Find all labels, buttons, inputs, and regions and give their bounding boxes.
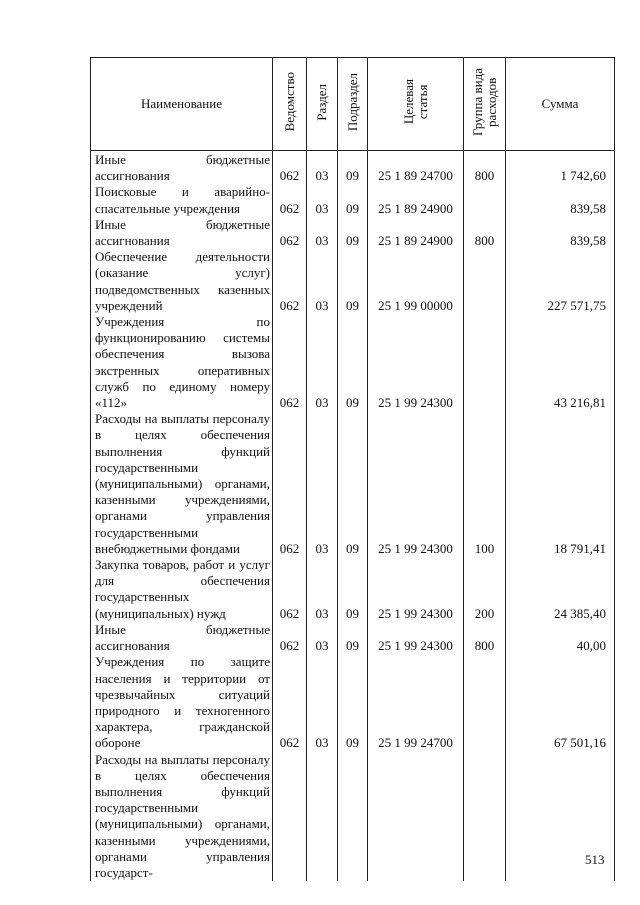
row-gruppa [464, 654, 506, 751]
row-vedomstvo: 062 [273, 622, 307, 654]
row-razdel: 03 [307, 184, 338, 216]
table-row [91, 622, 615, 654]
row-vedomstvo: 062 [273, 411, 307, 557]
header-gruppa-label: Группа вида расходов [469, 67, 499, 136]
table-body [91, 151, 615, 882]
row-summa: 40,00 [506, 622, 615, 654]
row-summa: 227 571,75 [506, 249, 615, 314]
header-podrazdel-label: Подраздел [344, 72, 360, 131]
row-vedomstvo: 062 [273, 314, 307, 411]
table-row [91, 411, 615, 557]
row-podrazdel: 09 [338, 249, 368, 314]
row-celevaya [368, 752, 464, 882]
row-razdel: 03 [307, 217, 338, 249]
row-summa: 1 742,60 [506, 151, 615, 185]
row-razdel: 03 [307, 411, 338, 557]
header-summa: Сумма [506, 58, 615, 151]
page-number: 513 [585, 852, 605, 867]
table-row [91, 217, 615, 249]
row-name: Расходы на выплаты персоналу в целях обеспечения выполнения функций государственными (муниципальными) органами, казенными учреждениями, органами управления государст- [91, 752, 273, 882]
row-name: Учреждения по функционированию системы обеспечения вызова экстренных оперативных служб по единому номеру «112» [91, 314, 273, 411]
table-header-row [91, 58, 615, 151]
row-celevaya: 25 1 99 24300 [368, 411, 464, 557]
row-gruppa [464, 314, 506, 411]
row-name: Иные бюджетные ассигнования [91, 151, 273, 185]
row-podrazdel: 09 [338, 654, 368, 751]
row-name: Учреждения по защите населения и территории от чрезвычайных ситуаций природного и техногенного характера, гражданской обороне [91, 654, 273, 751]
row-gruppa [464, 752, 506, 882]
row-podrazdel: 09 [338, 557, 368, 622]
row-razdel: 03 [307, 151, 338, 185]
table-row [91, 557, 615, 622]
header-gruppa [464, 58, 506, 151]
row-razdel: 03 [307, 557, 338, 622]
row-razdel: 03 [307, 249, 338, 314]
row-gruppa: 200 [464, 557, 506, 622]
budget-table [90, 57, 615, 881]
row-summa: 18 791,41 [506, 411, 615, 557]
row-name: Обеспечение деятельности (оказание услуг) подведомственных казенных учреждений [91, 249, 273, 314]
row-vedomstvo: 062 [273, 151, 307, 185]
row-podrazdel [338, 752, 368, 882]
row-celevaya: 25 1 99 24300 [368, 314, 464, 411]
header-vedomstvo [273, 58, 307, 151]
row-gruppa: 800 [464, 622, 506, 654]
row-name: Расходы на выплаты персоналу в целях обеспечения выполнения функций государственными (муниципальными) органами, казенными учреждениями, органами управления государственными внебюджетными фондами [91, 411, 273, 557]
row-name: Закупка товаров, работ и услуг для обеспечения государственных (муниципальных) нужд [91, 557, 273, 622]
row-vedomstvo: 062 [273, 217, 307, 249]
header-name: Наименование [91, 58, 273, 151]
row-summa: 24 385,40 [506, 557, 615, 622]
row-podrazdel: 09 [338, 217, 368, 249]
row-summa: 839,58 [506, 184, 615, 216]
row-summa: 839,58 [506, 217, 615, 249]
table-row [91, 314, 615, 411]
row-vedomstvo: 062 [273, 184, 307, 216]
row-name: Поисковые и аварийно-спасательные учреждения [91, 184, 273, 216]
header-razdel [307, 58, 338, 151]
row-podrazdel: 09 [338, 314, 368, 411]
row-name: Иные бюджетные ассигнования [91, 217, 273, 249]
row-celevaya: 25 1 99 24300 [368, 557, 464, 622]
row-celevaya: 25 1 99 00000 [368, 249, 464, 314]
row-razdel: 03 [307, 622, 338, 654]
table-row [91, 654, 615, 751]
row-celevaya: 25 1 89 24900 [368, 217, 464, 249]
header-razdel-label: Раздел [314, 83, 329, 121]
row-summa: 43 216,81 [506, 314, 615, 411]
row-vedomstvo: 062 [273, 557, 307, 622]
row-podrazdel: 09 [338, 411, 368, 557]
row-celevaya: 25 1 99 24700 [368, 654, 464, 751]
row-summa: 67 501,16 [506, 654, 615, 751]
table-row [91, 752, 615, 882]
row-gruppa: 100 [464, 411, 506, 557]
row-name: Иные бюджетные ассигнования [91, 622, 273, 654]
table-row [91, 151, 615, 185]
row-razdel: 03 [307, 314, 338, 411]
table-row [91, 184, 615, 216]
row-celevaya: 25 1 99 24300 [368, 622, 464, 654]
row-vedomstvo: 062 [273, 249, 307, 314]
header-celevaya-label: Целевая статья [400, 79, 430, 125]
row-gruppa: 800 [464, 217, 506, 249]
row-gruppa [464, 249, 506, 314]
row-vedomstvo [273, 752, 307, 882]
row-celevaya: 25 1 89 24900 [368, 184, 464, 216]
table-row [91, 249, 615, 314]
row-podrazdel: 09 [338, 622, 368, 654]
row-podrazdel: 09 [338, 151, 368, 185]
header-vedomstvo-label: Ведомство [281, 72, 297, 132]
header-celevaya [368, 58, 464, 151]
row-gruppa [464, 184, 506, 216]
row-podrazdel: 09 [338, 184, 368, 216]
row-vedomstvo: 062 [273, 654, 307, 751]
row-gruppa: 800 [464, 151, 506, 185]
row-razdel: 03 [307, 654, 338, 751]
header-podrazdel [338, 58, 368, 151]
row-razdel [307, 752, 338, 882]
row-celevaya: 25 1 89 24700 [368, 151, 464, 185]
